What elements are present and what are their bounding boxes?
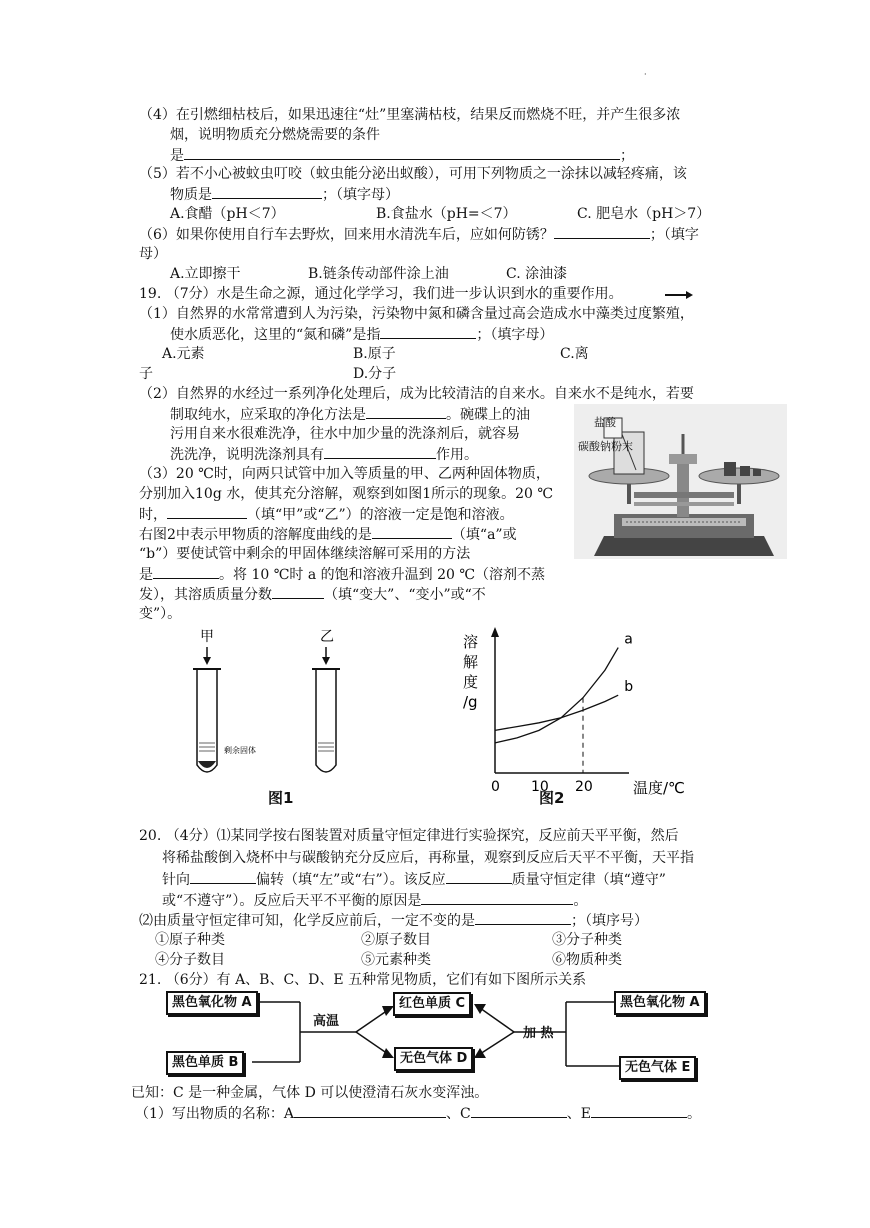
tube-jia-label: 甲 xyxy=(200,629,214,645)
q19-title: 19. （7分）水是生命之源，通过化学学习，我们进一步认识到水的重要作用。 xyxy=(139,286,623,302)
q19-p3-blank2[interactable] xyxy=(372,524,452,539)
q21-prefix-e: 、E xyxy=(566,1106,591,1122)
q20-blank-direction[interactable] xyxy=(190,869,256,884)
q19-p3-suffix3: （填“甲”或“乙”）的溶液一定是饱和溶液。 xyxy=(247,507,514,523)
q19-p3-suffix7: （填“变大”、“变小”或“不 xyxy=(324,587,486,603)
q18-p5-prefix: 物质是 xyxy=(170,187,212,203)
q20-p1-prefix3: 针向 xyxy=(162,872,190,888)
q19-p3-suffix6: 。将 10 ℃时 a 的饱和溶液升温到 20 ℃（溶剂不蒸 xyxy=(219,567,545,583)
y-axis-label-char: /g xyxy=(463,693,478,711)
q20-blank-unchanged[interactable] xyxy=(475,910,571,925)
q19-p3-suffix4: （填“a”或 xyxy=(451,527,517,543)
residue-label: 剩余固体 xyxy=(224,746,256,755)
q18-p4-line3 xyxy=(170,145,634,166)
q19-p3-line1: （3）20 ℃时，向两只试管中加入等质量的甲、乙两种固体物质， xyxy=(139,466,550,482)
q19-p2-prefix: 制取纯水，应采取的净化方法是 xyxy=(170,407,366,423)
q21-blank-c[interactable] xyxy=(471,1103,567,1118)
q20-p1-suffix3: 质量守恒定律（填“遵守” xyxy=(511,872,666,888)
q18-p6-line2: 母） xyxy=(139,246,167,262)
q20-p1-line1: 20. （4分）⑴某同学按右图装置对质量守恒定律进行实验探究，反应前天平平衡，然后 xyxy=(139,828,679,844)
q20-p1-line4 xyxy=(162,890,587,911)
figure2-caption: 图2 xyxy=(539,789,565,807)
q18-p6-option-c: C. 涂油漆 xyxy=(506,266,568,282)
q21-prefix-c: 、C xyxy=(446,1106,471,1122)
box-black-element-b: 黑色单质 B xyxy=(166,1051,244,1075)
q21-blank-a[interactable] xyxy=(294,1103,446,1118)
q19-p1-blank[interactable] xyxy=(380,324,476,339)
q19-p1-prefix: 使水质恶化，这里的“氮和磷”是指 xyxy=(170,327,381,343)
q19-p3-prefix7: 发），其溶质质量分数 xyxy=(139,587,272,603)
curve-label-b: b xyxy=(624,679,634,696)
page-mark: · xyxy=(644,70,647,79)
q19-option-a: A.元素 xyxy=(162,346,205,362)
q19-option-b: B.原子 xyxy=(353,346,396,362)
q20-p1-line2: 将稀盐酸倒入烧杯中与碳酸钠充分反应后，再称量，观察到反应后天平不平衡，天平指 xyxy=(162,850,694,866)
box-black-oxide-a-left: 黑色氧化物 A xyxy=(166,991,258,1015)
q19-p2-mid: 。碗碟上的油 xyxy=(446,407,530,423)
q19-p2-blank1[interactable] xyxy=(366,404,446,419)
condition-high-temp: 高温 xyxy=(313,1014,340,1029)
q19-p3-line8: 变”）。 xyxy=(139,606,182,622)
q18-p6-blank[interactable] xyxy=(554,224,650,239)
q19-p2-prefix2: 洗洗净，说明洗涤剂具有 xyxy=(170,447,324,463)
q19-option-d: D.分子 xyxy=(353,366,397,382)
y-axis-label-char: 度 xyxy=(463,673,479,691)
q18-p6-suffix: ；（填字 xyxy=(649,227,699,243)
y-axis-arrow xyxy=(491,627,499,637)
q19-p3-prefix4: 右图2中表示甲物质的溶解度曲线的是 xyxy=(139,527,372,543)
q18-p5-option-c: C. 肥皂水（pH＞7） xyxy=(577,206,711,222)
q21-title: 21. （6分）有 A、B、C、D、E 五种常见物质，它们有如下图所示关系 xyxy=(139,972,587,988)
curve-label-a: a xyxy=(624,631,633,648)
q19-p1-line1: （1）自然界的水常常遭到人为污染，污染物中氮和磷含量过高会造成水中藻类过度繁殖， xyxy=(139,306,694,322)
q20-option-3: ③分子种类 xyxy=(552,932,622,948)
tube-yi-label: 乙 xyxy=(320,629,334,645)
q20-p1-mid3: 偏转（填“左”或“右”）。该反应 xyxy=(256,872,446,888)
box-red-element-c: 红色单质 C xyxy=(393,992,471,1016)
q19-p1-line2 xyxy=(170,324,553,345)
q21-known: 已知：C 是一种金属，气体 D 可以使澄清石灰水变浑浊。 xyxy=(131,1085,489,1101)
q20-option-4: ④分子数目 xyxy=(155,952,225,968)
x-tick-label: 20 xyxy=(575,779,593,795)
q19-option-c-wrap: 子 xyxy=(139,366,153,382)
q18-p4-line2: 烟，说明物质充分燃烧需要的条件 xyxy=(170,127,380,143)
x-axis-label: 温度/℃ xyxy=(633,779,685,797)
q20-option-6: ⑥物质种类 xyxy=(552,952,622,968)
q21-suffix: 。 xyxy=(686,1106,701,1122)
q19-p3-line4 xyxy=(139,524,517,545)
powder-label: 碳酸钠粉末 xyxy=(578,440,633,453)
y-axis-label-char: 溶 xyxy=(463,633,479,651)
q19-p3-line7 xyxy=(139,584,486,605)
q21-p1-line xyxy=(135,1103,701,1124)
curve-a xyxy=(495,648,618,743)
y-axis-label xyxy=(463,633,478,711)
q19-p2-line1: （2）自然界的水经过一系列净化处理后，成为比较清洁的自来水。自来水不是纯水，若要 xyxy=(139,386,694,402)
q18-p5-line2 xyxy=(170,184,399,205)
q21-blank-e[interactable] xyxy=(591,1103,687,1118)
figure2-solubility-chart xyxy=(455,625,715,805)
q19-p3-line3 xyxy=(139,504,514,525)
q18-p6-line1 xyxy=(139,224,699,245)
condition-heat: 加 热 xyxy=(523,1026,554,1041)
box-colorless-gas-d: 无色气体 D xyxy=(394,1047,473,1071)
q18-p4-line1: （4）在引燃细枯枝后，如果迅速往“灶”里塞满枯枝，结果反而燃烧不旺，并产生很多浓 xyxy=(139,107,681,123)
q20-p2-line1 xyxy=(139,910,648,931)
q19-p3-line2: 分别加入10g 水，使其充分溶解，观察到如图1所示的现象。20 ℃ xyxy=(139,486,554,502)
q20-blank-reason[interactable] xyxy=(421,890,573,905)
q18-p6-option-a: A.立即擦干 xyxy=(170,266,241,282)
q18-p6-prefix: （6）如果你使用自行车去野炊，回来用水清洗车后，应如何防锈？ xyxy=(139,227,554,243)
q19-p3-prefix6: 是 xyxy=(139,567,153,583)
q19-p3-line6 xyxy=(139,564,545,585)
q19-p2-suffix: 作用。 xyxy=(436,447,478,463)
q20-option-1: ①原子种类 xyxy=(155,932,225,948)
q18-p5-option-b: B.食盐水（pH=＜7） xyxy=(376,206,517,222)
x-tick-label: 10 xyxy=(531,779,549,795)
q20-p1-line3 xyxy=(162,869,666,890)
q19-p3-line5: “b”）要使试管中剩余的甲固体继续溶解可采用的方法 xyxy=(139,546,471,562)
q20-option-5: ⑤元素种类 xyxy=(361,952,431,968)
q18-p4-prefix: 是 xyxy=(170,148,184,164)
figure1-test-tubes xyxy=(180,625,370,785)
q19-p3-prefix3: 时， xyxy=(139,507,167,523)
q19-p1-suffix: ；（填字母） xyxy=(476,327,554,343)
box-black-oxide-a-right: 黑色氧化物 A xyxy=(614,991,706,1015)
y-axis-label-char: 解 xyxy=(463,653,479,671)
q20-blank-law[interactable] xyxy=(446,869,512,884)
figure1-caption: 图1 xyxy=(268,789,294,807)
q20-p1-suffix4: 。 xyxy=(573,893,588,909)
q18-p5-suffix: ；（填字母） xyxy=(322,187,399,203)
q18-p4-suffix: ； xyxy=(620,148,634,164)
q19-p2-line4 xyxy=(170,444,478,465)
q20-p2-prefix: ⑵由质量守恒定律可知，化学反应前后，一定不变的是 xyxy=(139,913,475,929)
x-tick-label: 0 xyxy=(491,779,500,795)
q19-p2-line2 xyxy=(170,404,530,425)
q20-option-2: ②原子数目 xyxy=(361,932,431,948)
q20-p2-suffix: ；（填序号） xyxy=(571,913,648,929)
q18-p5-option-a: A.食醋（pH＜7） xyxy=(170,206,285,222)
q20-p1-prefix4: 或“不遵守”）。反应后天平不平衡的原因是 xyxy=(162,893,422,909)
q19-option-c: C.离 xyxy=(560,346,589,362)
acid-label: 盐酸 xyxy=(594,416,616,429)
box-colorless-gas-e: 无色气体 E xyxy=(619,1056,696,1080)
q19-p2-line3: 污用自来水很难洗净，往水中加少量的洗涤剂后，就容易 xyxy=(170,426,520,442)
arrow-icon xyxy=(664,290,694,300)
q18-p5-blank[interactable] xyxy=(212,184,322,199)
q19-p3-blank1[interactable] xyxy=(167,504,247,519)
q19-p3-blank3[interactable] xyxy=(153,564,219,579)
q21-prefix-a: （1）写出物质的名称：A xyxy=(135,1106,295,1122)
balance-figure xyxy=(574,404,787,559)
q18-p5-line1: （5）若不小心被蚊虫叮咬（蚊虫能分泌出蚁酸），可用下列物质之一涂抹以减轻疼痛，该 xyxy=(139,166,687,182)
curve-b xyxy=(495,695,618,730)
q18-p4-blank[interactable] xyxy=(184,145,620,160)
q19-p3-blank4[interactable] xyxy=(272,584,324,599)
q18-p6-option-b: B.链条传动部件涂上油 xyxy=(308,266,449,282)
q19-p2-blank2[interactable] xyxy=(324,444,436,459)
